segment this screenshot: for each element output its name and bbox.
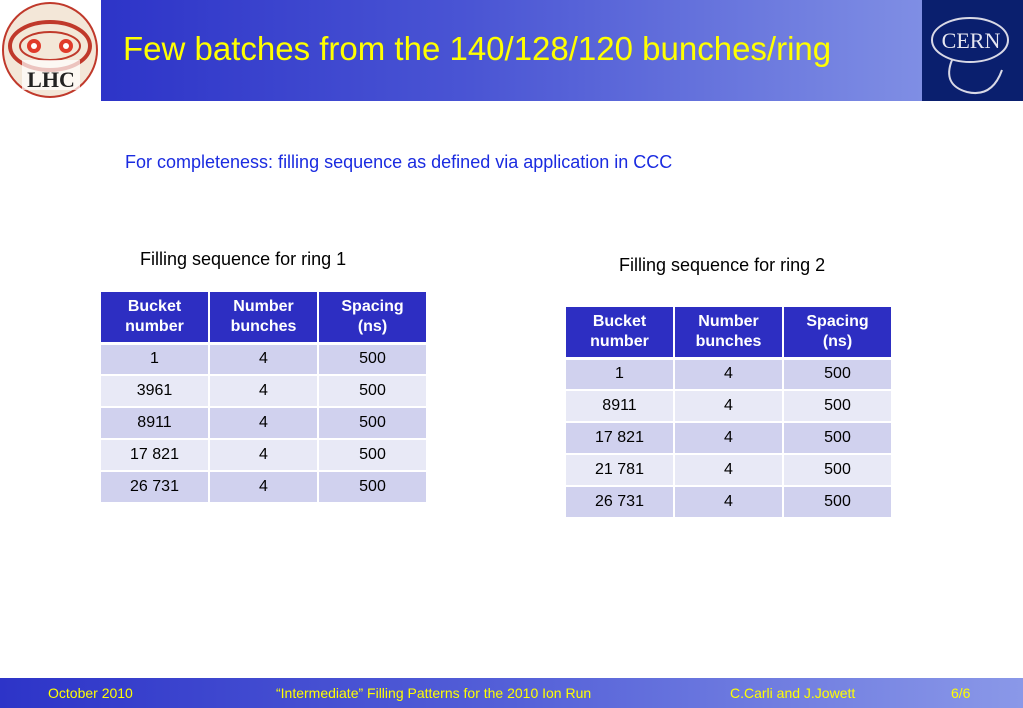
ring2-header-row bbox=[565, 306, 892, 358]
svg-text:LHC: LHC bbox=[27, 67, 75, 92]
slide-header bbox=[0, 0, 1023, 101]
bucket-cell: 21 781 bbox=[565, 454, 674, 486]
bucket-cell: 1 bbox=[100, 343, 209, 375]
table-row bbox=[100, 375, 427, 407]
bunches-cell: 4 bbox=[674, 390, 783, 422]
ring2-table bbox=[564, 305, 893, 519]
bunches-cell: 4 bbox=[209, 439, 318, 471]
cern-logo-graphic bbox=[922, 0, 1023, 101]
table-row bbox=[100, 471, 427, 503]
spacing-cell: 500 bbox=[318, 375, 427, 407]
col-header-number: Number bunches bbox=[674, 306, 783, 358]
ring1-table bbox=[99, 290, 428, 504]
cern-logo bbox=[922, 0, 1023, 101]
spacing-cell: 500 bbox=[318, 471, 427, 503]
bunches-cell: 4 bbox=[209, 471, 318, 503]
table-row bbox=[565, 422, 892, 454]
spacing-cell: 500 bbox=[318, 439, 427, 471]
col-header-spacing: Spacing (ns) bbox=[318, 291, 427, 343]
bunches-cell: 4 bbox=[674, 486, 783, 518]
lhc-logo bbox=[0, 0, 101, 101]
bucket-cell: 26 731 bbox=[565, 486, 674, 518]
table-row bbox=[565, 358, 892, 390]
bunches-cell: 4 bbox=[674, 422, 783, 454]
table-row bbox=[100, 439, 427, 471]
col-header-number: Number bunches bbox=[209, 291, 318, 343]
table-row bbox=[565, 390, 892, 422]
bucket-cell: 8911 bbox=[100, 407, 209, 439]
col-header-bucket: Bucket number bbox=[565, 306, 674, 358]
ring1-caption: Filling sequence for ring 1 bbox=[140, 249, 347, 269]
bucket-cell: 17 821 bbox=[100, 439, 209, 471]
footer-authors: C.Carli and J.Jowett bbox=[730, 685, 856, 701]
spacing-cell: 500 bbox=[318, 407, 427, 439]
footer-page-number: 6/6 bbox=[951, 685, 971, 701]
spacing-cell: 500 bbox=[783, 486, 892, 518]
table-row bbox=[100, 343, 427, 375]
table-row bbox=[565, 454, 892, 486]
ring2-caption: Filling sequence for ring 2 bbox=[619, 255, 826, 275]
footer-date: October 2010 bbox=[48, 685, 133, 701]
bucket-cell: 8911 bbox=[565, 390, 674, 422]
bunches-cell: 4 bbox=[209, 375, 318, 407]
spacing-cell: 500 bbox=[318, 343, 427, 375]
col-header-spacing: Spacing (ns) bbox=[783, 306, 892, 358]
bucket-cell: 17 821 bbox=[565, 422, 674, 454]
slide-footer bbox=[0, 678, 1023, 708]
bucket-cell: 26 731 bbox=[100, 471, 209, 503]
bucket-cell: 1 bbox=[565, 358, 674, 390]
ring1-header-row bbox=[100, 291, 427, 343]
spacing-cell: 500 bbox=[783, 422, 892, 454]
table-row bbox=[100, 407, 427, 439]
footer-talk-title: “Intermediate” Filling Patterns for the 2010 Ion Run bbox=[276, 685, 592, 701]
bunches-cell: 4 bbox=[209, 343, 318, 375]
bunches-cell: 4 bbox=[674, 454, 783, 486]
slide-subtitle: For completeness: filling sequence as defined via application in CCC bbox=[125, 152, 673, 172]
svg-text:CERN: CERN bbox=[941, 28, 1001, 53]
slide-title: Few batches from the 140/128/120 bunches/ring bbox=[123, 30, 832, 67]
bunches-cell: 4 bbox=[674, 358, 783, 390]
bucket-cell: 3961 bbox=[100, 375, 209, 407]
spacing-cell: 500 bbox=[783, 390, 892, 422]
spacing-cell: 500 bbox=[783, 454, 892, 486]
lhc-logo-graphic bbox=[0, 0, 101, 101]
bunches-cell: 4 bbox=[209, 407, 318, 439]
col-header-bucket: Bucket number bbox=[100, 291, 209, 343]
spacing-cell: 500 bbox=[783, 358, 892, 390]
table-row bbox=[565, 486, 892, 518]
